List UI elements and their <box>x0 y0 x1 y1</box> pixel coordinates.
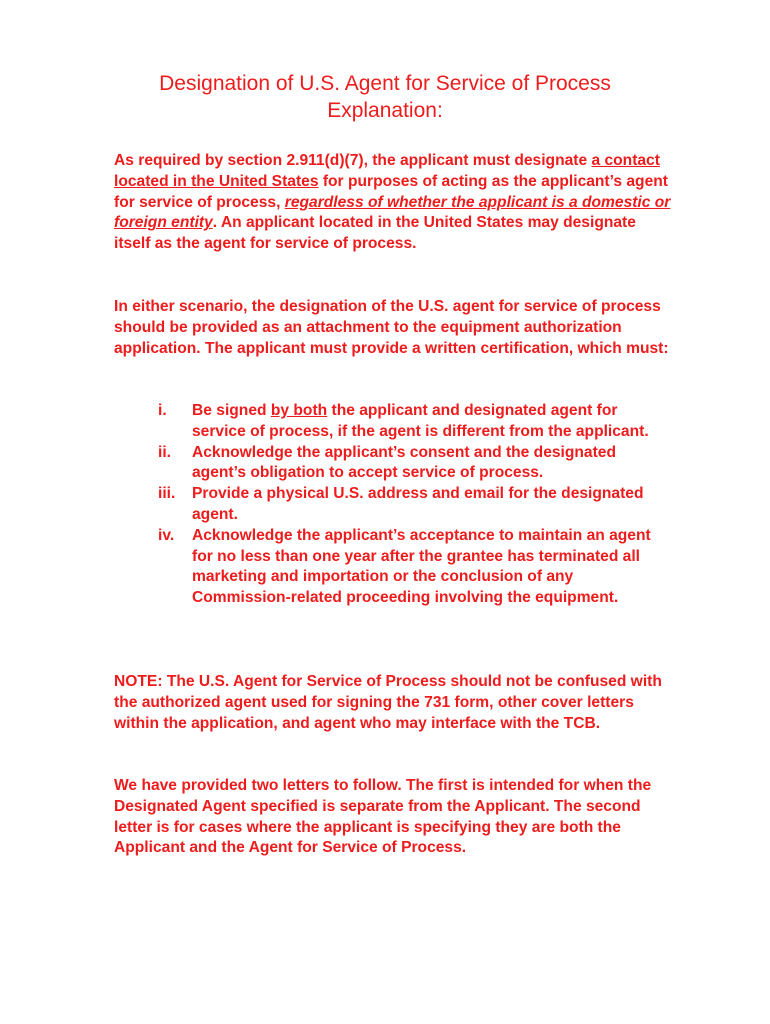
list-item-number: ii. <box>158 443 171 461</box>
list-item <box>158 401 668 443</box>
list-item-underlined: by both <box>270 402 328 419</box>
page-title <box>0 70 770 124</box>
list-item-text-pre: Be signed <box>192 402 271 419</box>
list-item-number: iv. <box>158 526 175 544</box>
list-item <box>158 484 668 526</box>
para1-underlined-italic-entity: regardless of whether the applicant is a domestic or foreign entity <box>114 193 671 232</box>
para1-text-2: for purposes of acting as the applicant’s agent for service of process, <box>114 172 668 211</box>
list-item-number: iii. <box>158 485 176 503</box>
scenario-paragraph: In either scenario, the designation of the U.S. agent for service of process should be provided as an attachment to the equipment authorization application. The applicant must provide a written certification, which must: <box>114 298 669 357</box>
title-line-1: Designation of U.S. Agent for Service of Process <box>159 72 611 95</box>
para1-underlined-contact: a contact located in the United States <box>114 152 660 190</box>
list-item-text: Acknowledge the applicant’s acceptance to maintain an agent for no less than one year after the grantee has terminated all marketing and importation or the conclusion of any Commission-related proceeding involving the equipment. <box>192 526 651 607</box>
title-line-2: Explanation: <box>327 99 443 122</box>
letters-paragraph: We have provided two letters to follow. The first is intended for when the Designated Agent specified is separate from the Applicant. The second letter is for cases where the applicant is specifying they are both the Applicant and the Agent for Service of Process. <box>114 777 652 857</box>
list-item-text: Provide a physical U.S. address and email for the designated agent. <box>192 485 644 523</box>
requirement-paragraph <box>114 151 674 255</box>
list-item <box>158 443 668 485</box>
para1-text-1: As required by section 2.911(d)(7), the applicant must designate <box>114 152 592 169</box>
para1-text-3: . An applicant located in the United States may designate itself as the agent for service of process. <box>114 214 636 253</box>
certification-list <box>158 401 668 609</box>
list-item-text <box>192 401 668 443</box>
list-item-text-post: the applicant and designated agent for service of process, if the agent is different from the applicant. <box>192 402 649 440</box>
list-item-number: i. <box>158 402 167 419</box>
list-item <box>158 526 668 609</box>
list-item-text: Acknowledge the applicant’s consent and the designated agent’s obligation to accept service of process. <box>192 443 616 482</box>
note-paragraph: NOTE: The U.S. Agent for Service of Process should not be confused with the authorized agent used for signing the 731 form, other cover letters within the application, and agent who may interface with the TCB. <box>114 673 662 732</box>
